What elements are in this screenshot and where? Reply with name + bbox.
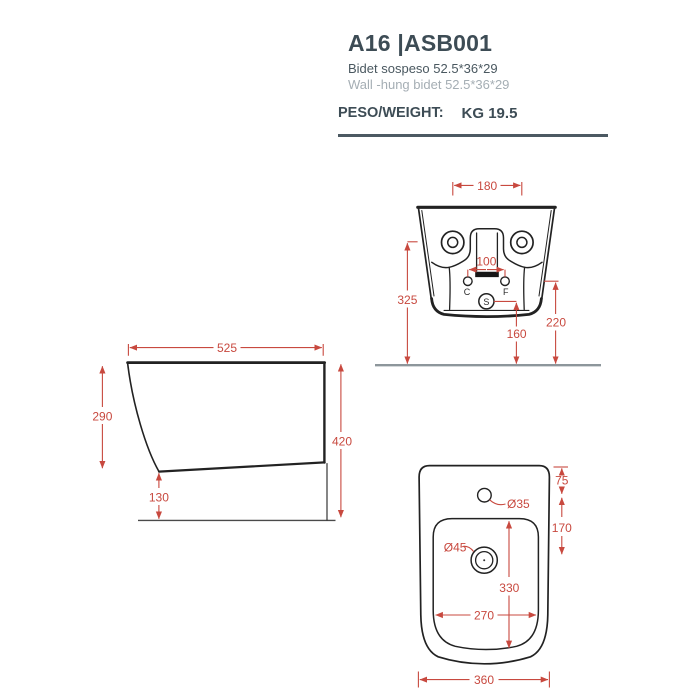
dim-rim-to-tap (554, 467, 569, 494)
dim-220-label: 220 (545, 315, 567, 330)
product-description-english: Wall -hung bidet 52.5*36*29 (348, 77, 510, 92)
product-description-italian: Bidet sospeso 52.5*36*29 (348, 61, 498, 76)
fixing-hole-right-inner (517, 237, 527, 247)
side-front-curve (128, 363, 159, 472)
dim-height-to-holes (397, 242, 417, 364)
dim-420-label: 420 (331, 434, 353, 449)
rear-elevation-view (375, 179, 601, 365)
dim-depth (128, 341, 323, 356)
dim-height-cf (544, 281, 566, 363)
tap-hole (478, 488, 492, 502)
dim-170-label: 170 (551, 520, 572, 535)
dim-bowl-width (436, 608, 536, 622)
side-bottom-edge (159, 462, 325, 471)
plan-bowl-outline (433, 519, 538, 650)
cold-water-label: C (463, 287, 471, 297)
weight-label: PESO/WEIGHT: (338, 105, 444, 121)
fixing-hole-left (442, 231, 464, 253)
dim-underside-clearance (149, 473, 169, 519)
dim-180-label: 180 (477, 178, 498, 193)
dim-325-label: 325 (397, 293, 418, 307)
fixing-hole-left-inner (448, 237, 458, 247)
dim-290-label: 290 (92, 409, 113, 424)
dim-100-label: 100 (476, 254, 497, 269)
dim-270-label: 270 (473, 608, 495, 623)
dim-130-label: 130 (148, 490, 169, 505)
rear-bowl-left-contour (449, 267, 450, 309)
dim-bowl-length (499, 521, 519, 648)
drain-hole-callout (444, 541, 474, 555)
weight-value: KG 19.5 (461, 105, 518, 122)
dim-tap-to-drain (552, 498, 572, 554)
cold-water-hole (464, 277, 473, 286)
dim-fixing-width (453, 179, 522, 196)
hot-water-hole (501, 277, 510, 286)
side-section-view (92, 341, 352, 521)
rear-right-inner-line (539, 211, 551, 297)
dim-330-label: 330 (499, 580, 520, 595)
waste-label: S (483, 296, 490, 307)
tap-hole-callout (490, 497, 530, 511)
drain-center-dot (483, 559, 485, 561)
drain-hole-label: Ø45 (443, 540, 467, 555)
tap-hole-label: Ø35 (507, 497, 530, 511)
dim-front-height (92, 366, 112, 468)
rear-bowl-right-contour (524, 267, 525, 309)
rear-right-edge (542, 209, 555, 300)
hot-water-label: F (503, 287, 509, 297)
dim-525-label: 525 (216, 340, 238, 355)
plan-view (418, 466, 572, 688)
rear-left-edge (419, 209, 432, 300)
rear-left-inner-line (422, 211, 434, 297)
product-code: A16 |ASB001 (348, 30, 493, 56)
dim-overall-width (418, 672, 549, 688)
dim-360-label: 360 (473, 672, 495, 687)
dim-160-label: 160 (506, 326, 527, 341)
fixing-hole-right (511, 231, 533, 253)
dim-total-height (332, 364, 352, 517)
dim-75-label: 75 (555, 473, 569, 488)
